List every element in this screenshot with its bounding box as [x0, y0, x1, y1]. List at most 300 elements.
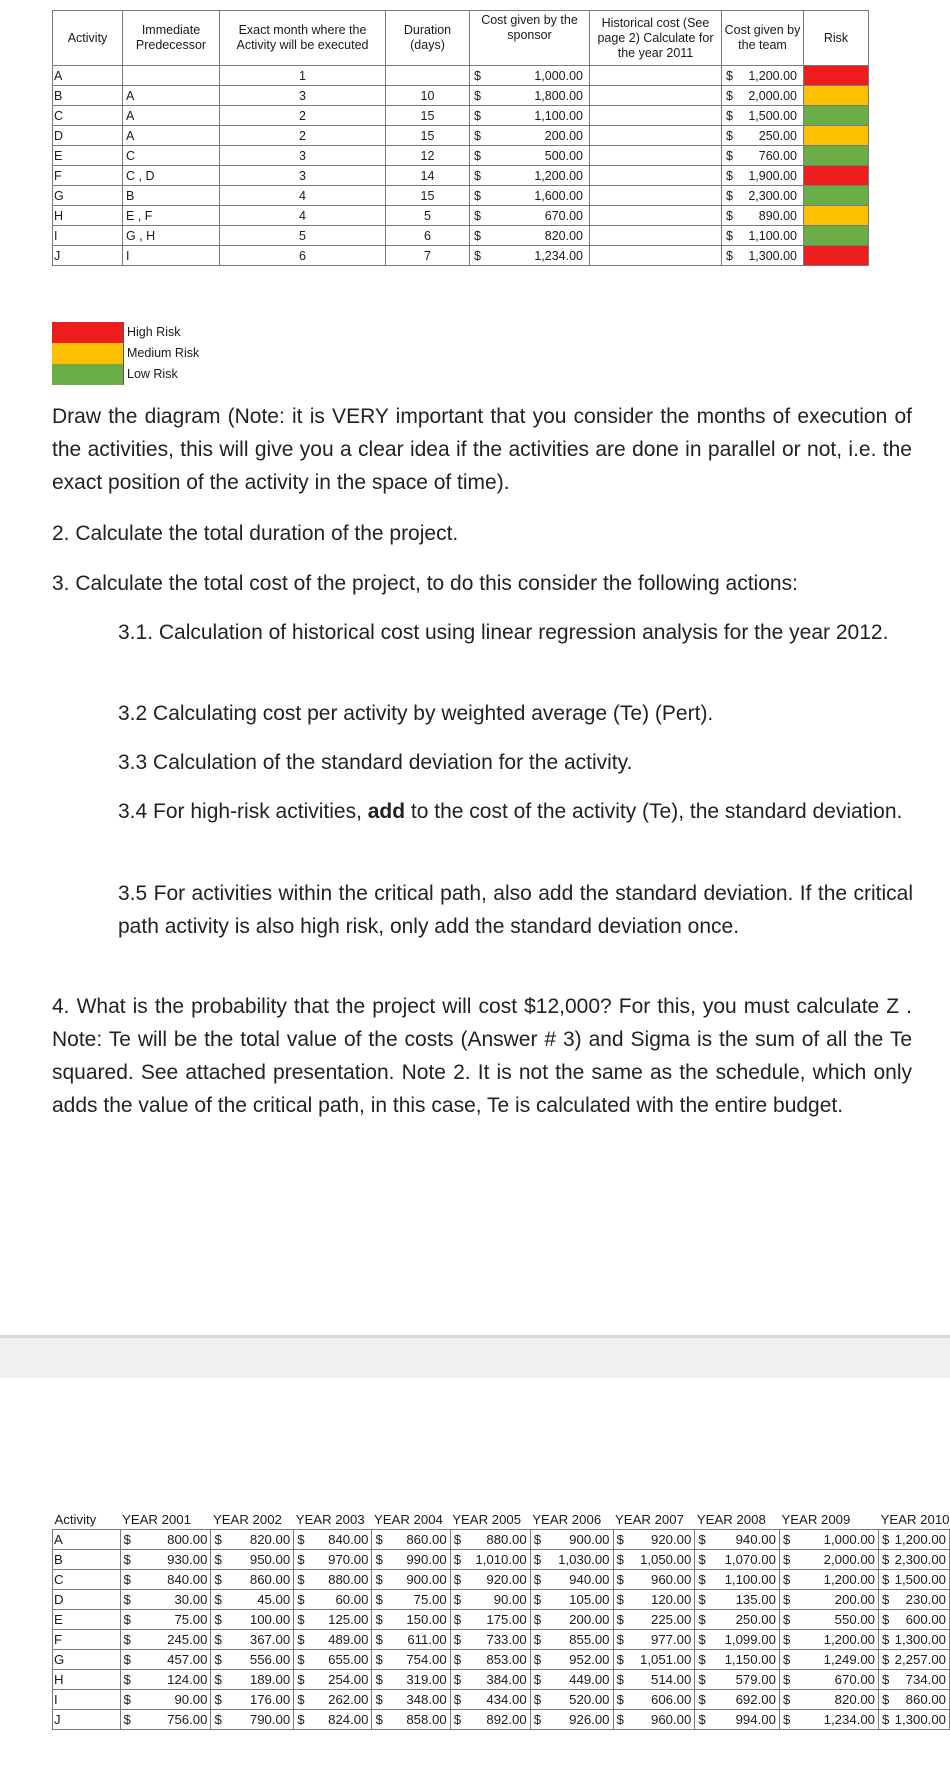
team-cost-value: 250.00: [758, 128, 797, 143]
currency-symbol: $: [123, 1712, 131, 1727]
month-cell: 6: [220, 246, 386, 266]
history-cost-value: 90.00: [174, 1692, 208, 1707]
history-cost-value: 960.00: [651, 1712, 692, 1727]
history-activity-cell: H: [53, 1670, 121, 1690]
history-cost-cell: [695, 1650, 780, 1670]
currency-symbol: $: [453, 1652, 462, 1667]
currency-symbol: $: [882, 1612, 890, 1627]
predecessor-cell: A: [123, 126, 220, 146]
currency-symbol: $: [616, 1712, 624, 1727]
header-duration: Duration (days): [386, 11, 470, 66]
history-cost-cell: [294, 1670, 372, 1690]
history-cost-value: 1,150.00: [724, 1652, 776, 1667]
currency-symbol: $: [214, 1572, 222, 1587]
currency-symbol: $: [214, 1552, 222, 1567]
history-cost-value: 860.00: [905, 1692, 946, 1707]
history-cost-cell: [120, 1710, 211, 1730]
instruction-total-cost: 3. Calculate the total cost of the project, to do this consider the following actions:: [52, 572, 798, 595]
currency-symbol: $: [533, 1692, 542, 1707]
currency-symbol: $: [726, 128, 733, 143]
history-cost-cell: [372, 1670, 450, 1690]
history-cost-cell: [879, 1570, 950, 1590]
history-row: [53, 1530, 950, 1550]
currency-symbol: $: [375, 1552, 383, 1567]
month-cell: 3: [220, 86, 386, 106]
currency-symbol: $: [123, 1612, 131, 1627]
currency-symbol: $: [533, 1532, 542, 1547]
history-cost-value: 434.00: [486, 1692, 527, 1707]
history-cost-value: 1,000.00: [823, 1532, 876, 1547]
history-cost-value: 45.00: [257, 1592, 291, 1607]
history-cost-value: 384.00: [486, 1672, 527, 1687]
team-cost-cell: [722, 126, 804, 146]
predecessor-cell: E , F: [123, 206, 220, 226]
legend-medium-swatch: [52, 343, 124, 364]
currency-symbol: $: [882, 1572, 890, 1587]
currency-symbol: $: [882, 1712, 890, 1727]
currency-symbol: $: [474, 168, 481, 183]
historical-cost-cell: [590, 226, 722, 246]
history-cost-cell: [613, 1590, 695, 1610]
history-cost-cell: [779, 1570, 878, 1590]
history-cost-cell: [450, 1690, 530, 1710]
sponsor-cost-cell: [470, 146, 590, 166]
currency-symbol: $: [882, 1672, 890, 1687]
currency-symbol: $: [726, 68, 733, 83]
historical-cost-cell: [590, 66, 722, 86]
currency-symbol: $: [297, 1712, 305, 1727]
currency-symbol: $: [698, 1712, 706, 1727]
history-cost-value: 175.00: [486, 1612, 527, 1627]
activity-row: [53, 226, 869, 246]
history-cost-value: 90.00: [493, 1592, 527, 1607]
sponsor-cost-cell: [470, 126, 590, 146]
currency-symbol: $: [782, 1672, 791, 1687]
history-cost-cell: [879, 1550, 950, 1570]
instruction-total-duration: 2. Calculate the total duration of the project.: [52, 522, 459, 545]
duration-cell: 10: [386, 86, 470, 106]
team-cost-value: 1,500.00: [748, 108, 797, 123]
history-cost-value: 2,257.00: [894, 1652, 946, 1667]
history-cost-value: 853.00: [486, 1652, 527, 1667]
history-cost-cell: [879, 1670, 950, 1690]
history-cost-value: 60.00: [335, 1592, 369, 1607]
history-cost-cell: [120, 1610, 211, 1630]
history-cost-cell: [530, 1630, 613, 1650]
historical-cost-cell: [590, 106, 722, 126]
team-cost-value: 890.00: [758, 208, 797, 223]
history-row: [53, 1650, 950, 1670]
history-activity-cell: A: [53, 1530, 121, 1550]
history-header-year: YEAR 2005: [452, 1512, 522, 1527]
historical-cost-cell: [590, 246, 722, 266]
team-cost-cell: [722, 226, 804, 246]
header-risk: Risk: [804, 11, 869, 66]
sponsor-cost-value: 1,234.00: [534, 248, 583, 263]
header-historical-cost: Historical cost (See page 2) Calculate for the year 2011: [590, 11, 722, 66]
currency-symbol: $: [616, 1672, 624, 1687]
activity-row: [53, 66, 869, 86]
currency-symbol: $: [375, 1532, 383, 1547]
history-cost-cell: [120, 1570, 211, 1590]
history-cost-value: 960.00: [651, 1572, 692, 1587]
activity-cell: G: [53, 186, 123, 206]
history-row: [53, 1710, 950, 1730]
history-header-year: YEAR 2003: [295, 1512, 365, 1527]
history-cost-value: 900.00: [406, 1572, 447, 1587]
team-cost-cell: [722, 246, 804, 266]
team-cost-value: 2,000.00: [748, 88, 797, 103]
team-cost-cell: [722, 106, 804, 126]
history-cost-value: 176.00: [249, 1692, 291, 1707]
history-cost-cell: [372, 1530, 450, 1550]
currency-symbol: $: [214, 1712, 222, 1727]
history-cost-cell: [530, 1610, 613, 1630]
currency-symbol: $: [616, 1572, 624, 1587]
history-cost-value: 655.00: [328, 1652, 369, 1667]
history-cost-cell: [211, 1530, 294, 1550]
predecessor-cell: G , H: [123, 226, 220, 246]
history-cost-cell: [294, 1530, 372, 1550]
history-cost-cell: [879, 1710, 950, 1730]
team-cost-value: 760.00: [758, 148, 797, 163]
sponsor-cost-cell: [470, 106, 590, 126]
history-cost-value: 1,500.00: [894, 1572, 946, 1587]
history-cost-value: 75.00: [174, 1612, 208, 1627]
history-cost-cell: [779, 1590, 878, 1610]
risk-indicator-high: [804, 246, 868, 265]
risk-indicator-medium: [804, 126, 868, 145]
activity-cell: J: [53, 246, 123, 266]
currency-symbol: $: [782, 1692, 791, 1707]
history-cost-value: 840.00: [328, 1532, 369, 1547]
history-cost-cell: [450, 1610, 530, 1630]
duration-cell: [386, 66, 470, 86]
activity-row: [53, 246, 869, 266]
history-cost-value: 754.00: [406, 1652, 447, 1667]
sponsor-cost-value: 1,800.00: [534, 88, 583, 103]
instruction-probability: 4. What is the probability that the project will cost $12,000? For this, you must calculate Z . Note: Te will be the total value of the costs (Answer # 3) and Sigma is the sum of all the Te squared. See attached presentation. Note 2. It is not the same as the schedule, which only adds the value of the critical path, in this case, Te is calculated with the entire budget.: [52, 995, 912, 1117]
currency-symbol: $: [698, 1692, 706, 1707]
history-cost-value: 1,051.00: [640, 1652, 692, 1667]
history-cost-value: 1,200.00: [894, 1532, 946, 1547]
history-cost-value: 124.00: [167, 1672, 208, 1687]
currency-symbol: $: [726, 88, 733, 103]
history-cost-cell: [695, 1530, 780, 1550]
history-header-year: YEAR 2008: [696, 1512, 766, 1527]
currency-symbol: $: [375, 1612, 383, 1627]
history-header-activity: Activity: [54, 1512, 97, 1527]
history-cost-cell: [613, 1670, 695, 1690]
history-cost-cell: [294, 1590, 372, 1610]
currency-symbol: $: [616, 1692, 624, 1707]
currency-symbol: $: [453, 1672, 462, 1687]
activity-row: [53, 126, 869, 146]
risk-indicator-high: [804, 66, 868, 85]
history-cost-value: 550.00: [834, 1612, 876, 1627]
history-cost-cell: [613, 1650, 695, 1670]
history-cost-value: 520.00: [569, 1692, 610, 1707]
history-header-year: YEAR 2006: [532, 1512, 602, 1527]
history-cost-value: 1,100.00: [724, 1572, 776, 1587]
currency-symbol: $: [726, 108, 733, 123]
month-cell: 3: [220, 146, 386, 166]
history-cost-value: 930.00: [167, 1552, 208, 1567]
history-cost-cell: [372, 1610, 450, 1630]
sponsor-cost-cell: [470, 186, 590, 206]
sponsor-cost-value: 500.00: [544, 148, 583, 163]
history-cost-cell: [879, 1610, 950, 1630]
history-cost-value: 105.00: [569, 1592, 610, 1607]
history-cost-cell: [294, 1650, 372, 1670]
currency-symbol: $: [698, 1592, 706, 1607]
history-cost-cell: [779, 1530, 878, 1550]
predecessor-cell: A: [123, 106, 220, 126]
currency-symbol: $: [375, 1712, 383, 1727]
currency-symbol: $: [375, 1692, 383, 1707]
history-cost-cell: [779, 1670, 878, 1690]
currency-symbol: $: [123, 1592, 131, 1607]
history-cost-cell: [294, 1550, 372, 1570]
history-cost-cell: [879, 1630, 950, 1650]
sponsor-cost-cell: [470, 86, 590, 106]
history-cost-value: 900.00: [569, 1532, 610, 1547]
currency-symbol: $: [698, 1672, 706, 1687]
history-cost-value: 950.00: [249, 1552, 291, 1567]
history-cost-value: 150.00: [406, 1612, 447, 1627]
activity-cell: E: [53, 146, 123, 166]
history-cost-value: 734.00: [905, 1672, 946, 1687]
risk-legend: [123, 322, 214, 385]
history-cost-cell: [779, 1610, 878, 1630]
instruction-3-3: 3.3 Calculation of the standard deviation for the activity.: [118, 751, 633, 774]
history-cost-value: 1,300.00: [894, 1712, 946, 1727]
currency-symbol: $: [297, 1572, 305, 1587]
currency-symbol: $: [214, 1672, 222, 1687]
predecessor-cell: [123, 66, 220, 86]
currency-symbol: $: [616, 1612, 624, 1627]
risk-cell: [804, 86, 869, 106]
sponsor-cost-value: 1,600.00: [534, 188, 583, 203]
history-cost-cell: [120, 1670, 211, 1690]
currency-symbol: $: [453, 1572, 462, 1587]
history-activity-cell: I: [53, 1690, 121, 1710]
history-cost-value: 858.00: [406, 1712, 447, 1727]
history-cost-value: 970.00: [328, 1552, 369, 1567]
currency-symbol: $: [474, 108, 481, 123]
month-cell: 2: [220, 106, 386, 126]
currency-symbol: $: [698, 1532, 706, 1547]
currency-symbol: $: [375, 1672, 383, 1687]
history-cost-cell: [879, 1690, 950, 1710]
team-cost-cell: [722, 146, 804, 166]
team-cost-value: 1,900.00: [748, 168, 797, 183]
history-cost-value: 790.00: [249, 1712, 291, 1727]
history-cost-cell: [120, 1530, 211, 1550]
currency-symbol: $: [882, 1632, 890, 1647]
currency-symbol: $: [474, 148, 481, 163]
currency-symbol: $: [474, 128, 481, 143]
history-cost-cell: [779, 1650, 878, 1670]
instruction-3-2: 3.2 Calculating cost per activity by weighted average (Te) (Pert).: [118, 702, 714, 725]
history-cost-value: 514.00: [651, 1672, 692, 1687]
history-cost-cell: [779, 1710, 878, 1730]
risk-cell: [804, 166, 869, 186]
instruction-3-5: 3.5 For activities within the critical path, also add the standard deviation. If the critical path activity is also high risk, only add the standard deviation once.: [118, 882, 913, 938]
history-row: [53, 1590, 950, 1610]
currency-symbol: $: [453, 1612, 462, 1627]
history-activity-cell: F: [53, 1630, 121, 1650]
currency-symbol: $: [214, 1612, 222, 1627]
historical-cost-table: [52, 1510, 950, 1730]
sponsor-cost-value: 670.00: [544, 208, 583, 223]
instruction-3-4: [118, 795, 913, 828]
history-row: [53, 1630, 950, 1650]
header-activity: Activity: [53, 11, 123, 66]
history-cost-cell: [120, 1630, 211, 1650]
history-cost-value: 977.00: [651, 1632, 692, 1647]
history-header-year: YEAR 2010: [880, 1512, 950, 1527]
currency-symbol: $: [297, 1672, 305, 1687]
risk-indicator-low: [804, 106, 868, 125]
history-cost-value: 860.00: [249, 1572, 291, 1587]
currency-symbol: $: [698, 1632, 706, 1647]
history-header-year: YEAR 2002: [212, 1512, 282, 1527]
sponsor-cost-value: 1,100.00: [534, 108, 583, 123]
history-row: [53, 1570, 950, 1590]
activity-cell: D: [53, 126, 123, 146]
currency-symbol: $: [123, 1692, 131, 1707]
history-cost-cell: [879, 1650, 950, 1670]
history-cost-value: 880.00: [486, 1532, 527, 1547]
history-cost-cell: [450, 1590, 530, 1610]
history-cost-value: 994.00: [735, 1712, 776, 1727]
currency-symbol: $: [616, 1552, 624, 1567]
activity-cell: F: [53, 166, 123, 186]
currency-symbol: $: [375, 1592, 383, 1607]
history-cost-cell: [211, 1690, 294, 1710]
currency-symbol: $: [214, 1592, 222, 1607]
currency-symbol: $: [123, 1652, 131, 1667]
currency-symbol: $: [297, 1552, 305, 1567]
history-cost-cell: [613, 1630, 695, 1650]
history-cost-cell: [879, 1590, 950, 1610]
activity-cell: I: [53, 226, 123, 246]
history-cost-value: 367.00: [249, 1632, 291, 1647]
history-header-year: YEAR 2007: [615, 1512, 684, 1527]
currency-symbol: $: [453, 1632, 462, 1647]
sponsor-cost-value: 1,000.00: [534, 68, 583, 83]
history-cost-value: 230.00: [905, 1592, 946, 1607]
history-cost-cell: [879, 1530, 950, 1550]
history-cost-value: 880.00: [328, 1572, 369, 1587]
history-cost-value: 135.00: [735, 1592, 776, 1607]
history-cost-value: 920.00: [651, 1532, 692, 1547]
history-cost-cell: [530, 1670, 613, 1690]
history-header-year: YEAR 2004: [373, 1512, 443, 1527]
currency-symbol: $: [726, 188, 733, 203]
history-cost-value: 245.00: [167, 1632, 208, 1647]
predecessor-cell: I: [123, 246, 220, 266]
history-cost-value: 824.00: [328, 1712, 369, 1727]
currency-symbol: $: [616, 1592, 624, 1607]
history-cost-value: 319.00: [406, 1672, 447, 1687]
header-month: Exact month where the Activity will be executed: [220, 11, 386, 66]
currency-symbol: $: [214, 1632, 222, 1647]
currency-symbol: $: [123, 1632, 131, 1647]
header-team-cost: Cost given by the team: [722, 11, 804, 66]
currency-symbol: $: [882, 1532, 890, 1547]
history-cost-cell: [211, 1570, 294, 1590]
history-cost-cell: [613, 1610, 695, 1630]
currency-symbol: $: [453, 1552, 462, 1567]
currency-symbol: $: [882, 1692, 890, 1707]
activity-row: [53, 106, 869, 126]
team-cost-cell: [722, 206, 804, 226]
team-cost-cell: [722, 66, 804, 86]
legend-high-swatch: [52, 322, 124, 343]
history-header-year: YEAR 2009: [781, 1512, 851, 1527]
history-cost-value: 940.00: [569, 1572, 610, 1587]
history-cost-value: 457.00: [167, 1652, 208, 1667]
duration-cell: 14: [386, 166, 470, 186]
history-cost-cell: [372, 1630, 450, 1650]
currency-symbol: $: [123, 1532, 131, 1547]
history-row: [53, 1550, 950, 1570]
history-cost-value: 200.00: [569, 1612, 610, 1627]
history-cost-cell: [695, 1570, 780, 1590]
currency-symbol: $: [726, 148, 733, 163]
risk-cell: [804, 106, 869, 126]
currency-symbol: $: [726, 228, 733, 243]
history-activity-cell: J: [53, 1710, 121, 1730]
currency-symbol: $: [474, 68, 481, 83]
history-cost-cell: [294, 1630, 372, 1650]
history-cost-value: 262.00: [328, 1692, 369, 1707]
currency-symbol: $: [453, 1712, 462, 1727]
duration-cell: 5: [386, 206, 470, 226]
month-cell: 4: [220, 186, 386, 206]
history-cost-value: 860.00: [406, 1532, 447, 1547]
sponsor-cost-value: 200.00: [544, 128, 583, 143]
currency-symbol: $: [698, 1612, 706, 1627]
duration-cell: 6: [386, 226, 470, 246]
history-cost-value: 30.00: [174, 1592, 208, 1607]
risk-cell: [804, 126, 869, 146]
history-cost-value: 920.00: [486, 1572, 527, 1587]
history-cost-cell: [211, 1610, 294, 1630]
currency-symbol: $: [123, 1672, 131, 1687]
currency-symbol: $: [616, 1632, 624, 1647]
currency-symbol: $: [782, 1592, 791, 1607]
currency-symbol: $: [375, 1572, 383, 1587]
currency-symbol: $: [474, 228, 481, 243]
currency-symbol: $: [123, 1552, 131, 1567]
history-cost-cell: [530, 1650, 613, 1670]
team-cost-cell: [722, 86, 804, 106]
history-cost-cell: [120, 1650, 211, 1670]
history-cost-cell: [530, 1690, 613, 1710]
risk-cell: [804, 186, 869, 206]
historical-table-header: [53, 1510, 950, 1530]
sponsor-cost-cell: [470, 206, 590, 226]
history-cost-cell: [120, 1550, 211, 1570]
history-cost-cell: [613, 1570, 695, 1590]
currency-symbol: $: [782, 1572, 791, 1587]
team-cost-value: 1,200.00: [748, 68, 797, 83]
currency-symbol: $: [533, 1612, 542, 1627]
currency-symbol: $: [474, 208, 481, 223]
